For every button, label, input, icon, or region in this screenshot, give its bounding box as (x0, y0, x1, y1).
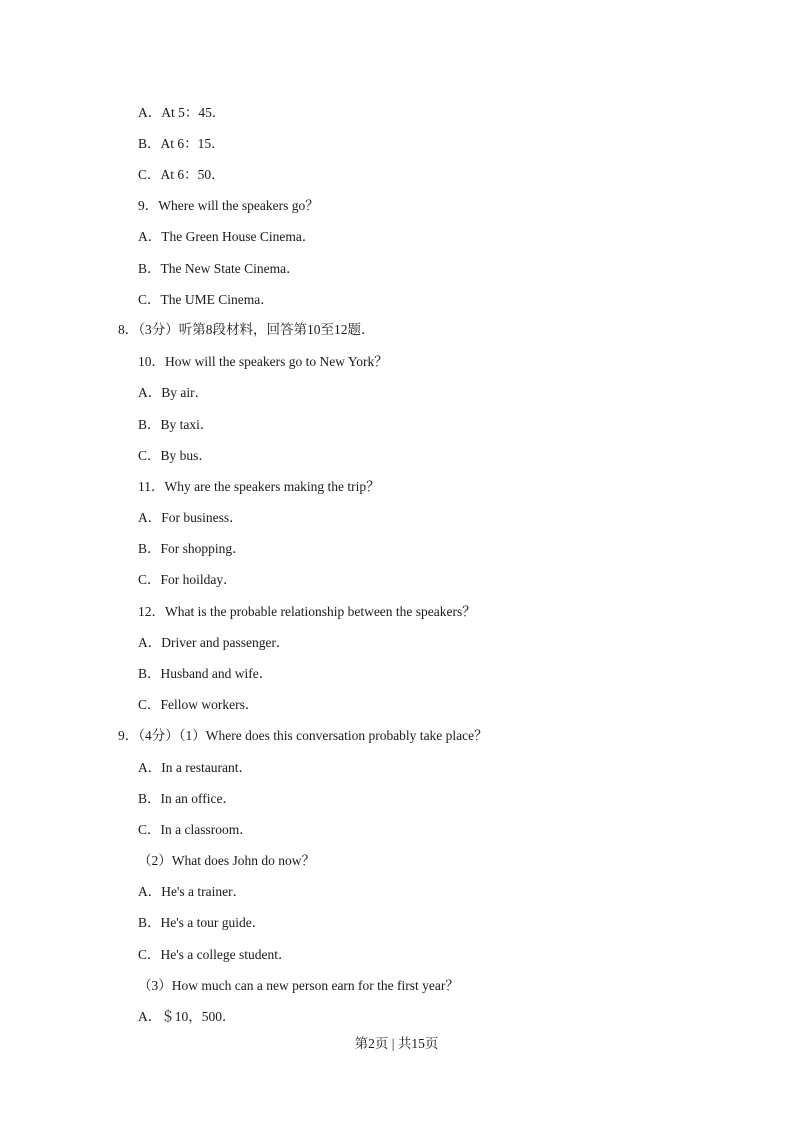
page-footer: 第2页 | 共15页 (354, 1036, 439, 1051)
option-9-1c: C．In a classroom． (138, 822, 253, 837)
option-8a: A．At 5：45． (138, 105, 226, 120)
option-11a: A．For business． (138, 510, 243, 525)
option-12b: B．Husband and wife． (138, 666, 273, 681)
option-9b: B．The New State Cinema． (138, 261, 300, 276)
option-9-2a: A．He's a trainer． (138, 884, 247, 899)
section-9-heading: 9．（4分）（1）Where does this conversation probably take place？ (118, 728, 488, 743)
option-9-1a: A．In a restaurant． (138, 760, 252, 775)
option-8c: C．At 6：50． (138, 167, 225, 182)
option-10c: C．By bus． (138, 448, 212, 463)
option-10b: B．By taxi． (138, 417, 214, 432)
section-8-heading: 8．（3分）听第8段材料，回答第10至12题． (118, 322, 375, 337)
subquestion-9-3: （3）How much can a new person earn for the first year？ (138, 978, 459, 993)
question-10: 10．How will the speakers go to New York？ (138, 354, 388, 369)
option-9-1b: B．In an office． (138, 791, 236, 806)
question-12: 12．What is the probable relationship between the speakers？ (138, 604, 476, 619)
option-9-2b: B．He's a tour guide． (138, 915, 266, 930)
option-9c: C．The UME Cinema． (138, 292, 274, 307)
option-8b: B．At 6：15． (138, 136, 225, 151)
option-9-3a: A．＄10，500． (138, 1009, 236, 1024)
question-11: 11．Why are the speakers making the trip？ (138, 479, 380, 494)
option-12a: A．Driver and passenger． (138, 635, 290, 650)
option-11b: B．For shopping． (138, 541, 246, 556)
option-11c: C．For hoilday． (138, 572, 237, 587)
subquestion-9-2: （2）What does John do now？ (138, 853, 315, 868)
question-9: 9．Where will the speakers go？ (138, 198, 319, 213)
option-9a: A．The Green House Cinema． (138, 229, 316, 244)
option-9-2c: C．He's a college student． (138, 947, 292, 962)
option-10a: A．By air． (138, 385, 209, 400)
option-12c: C．Fellow workers． (138, 697, 259, 712)
